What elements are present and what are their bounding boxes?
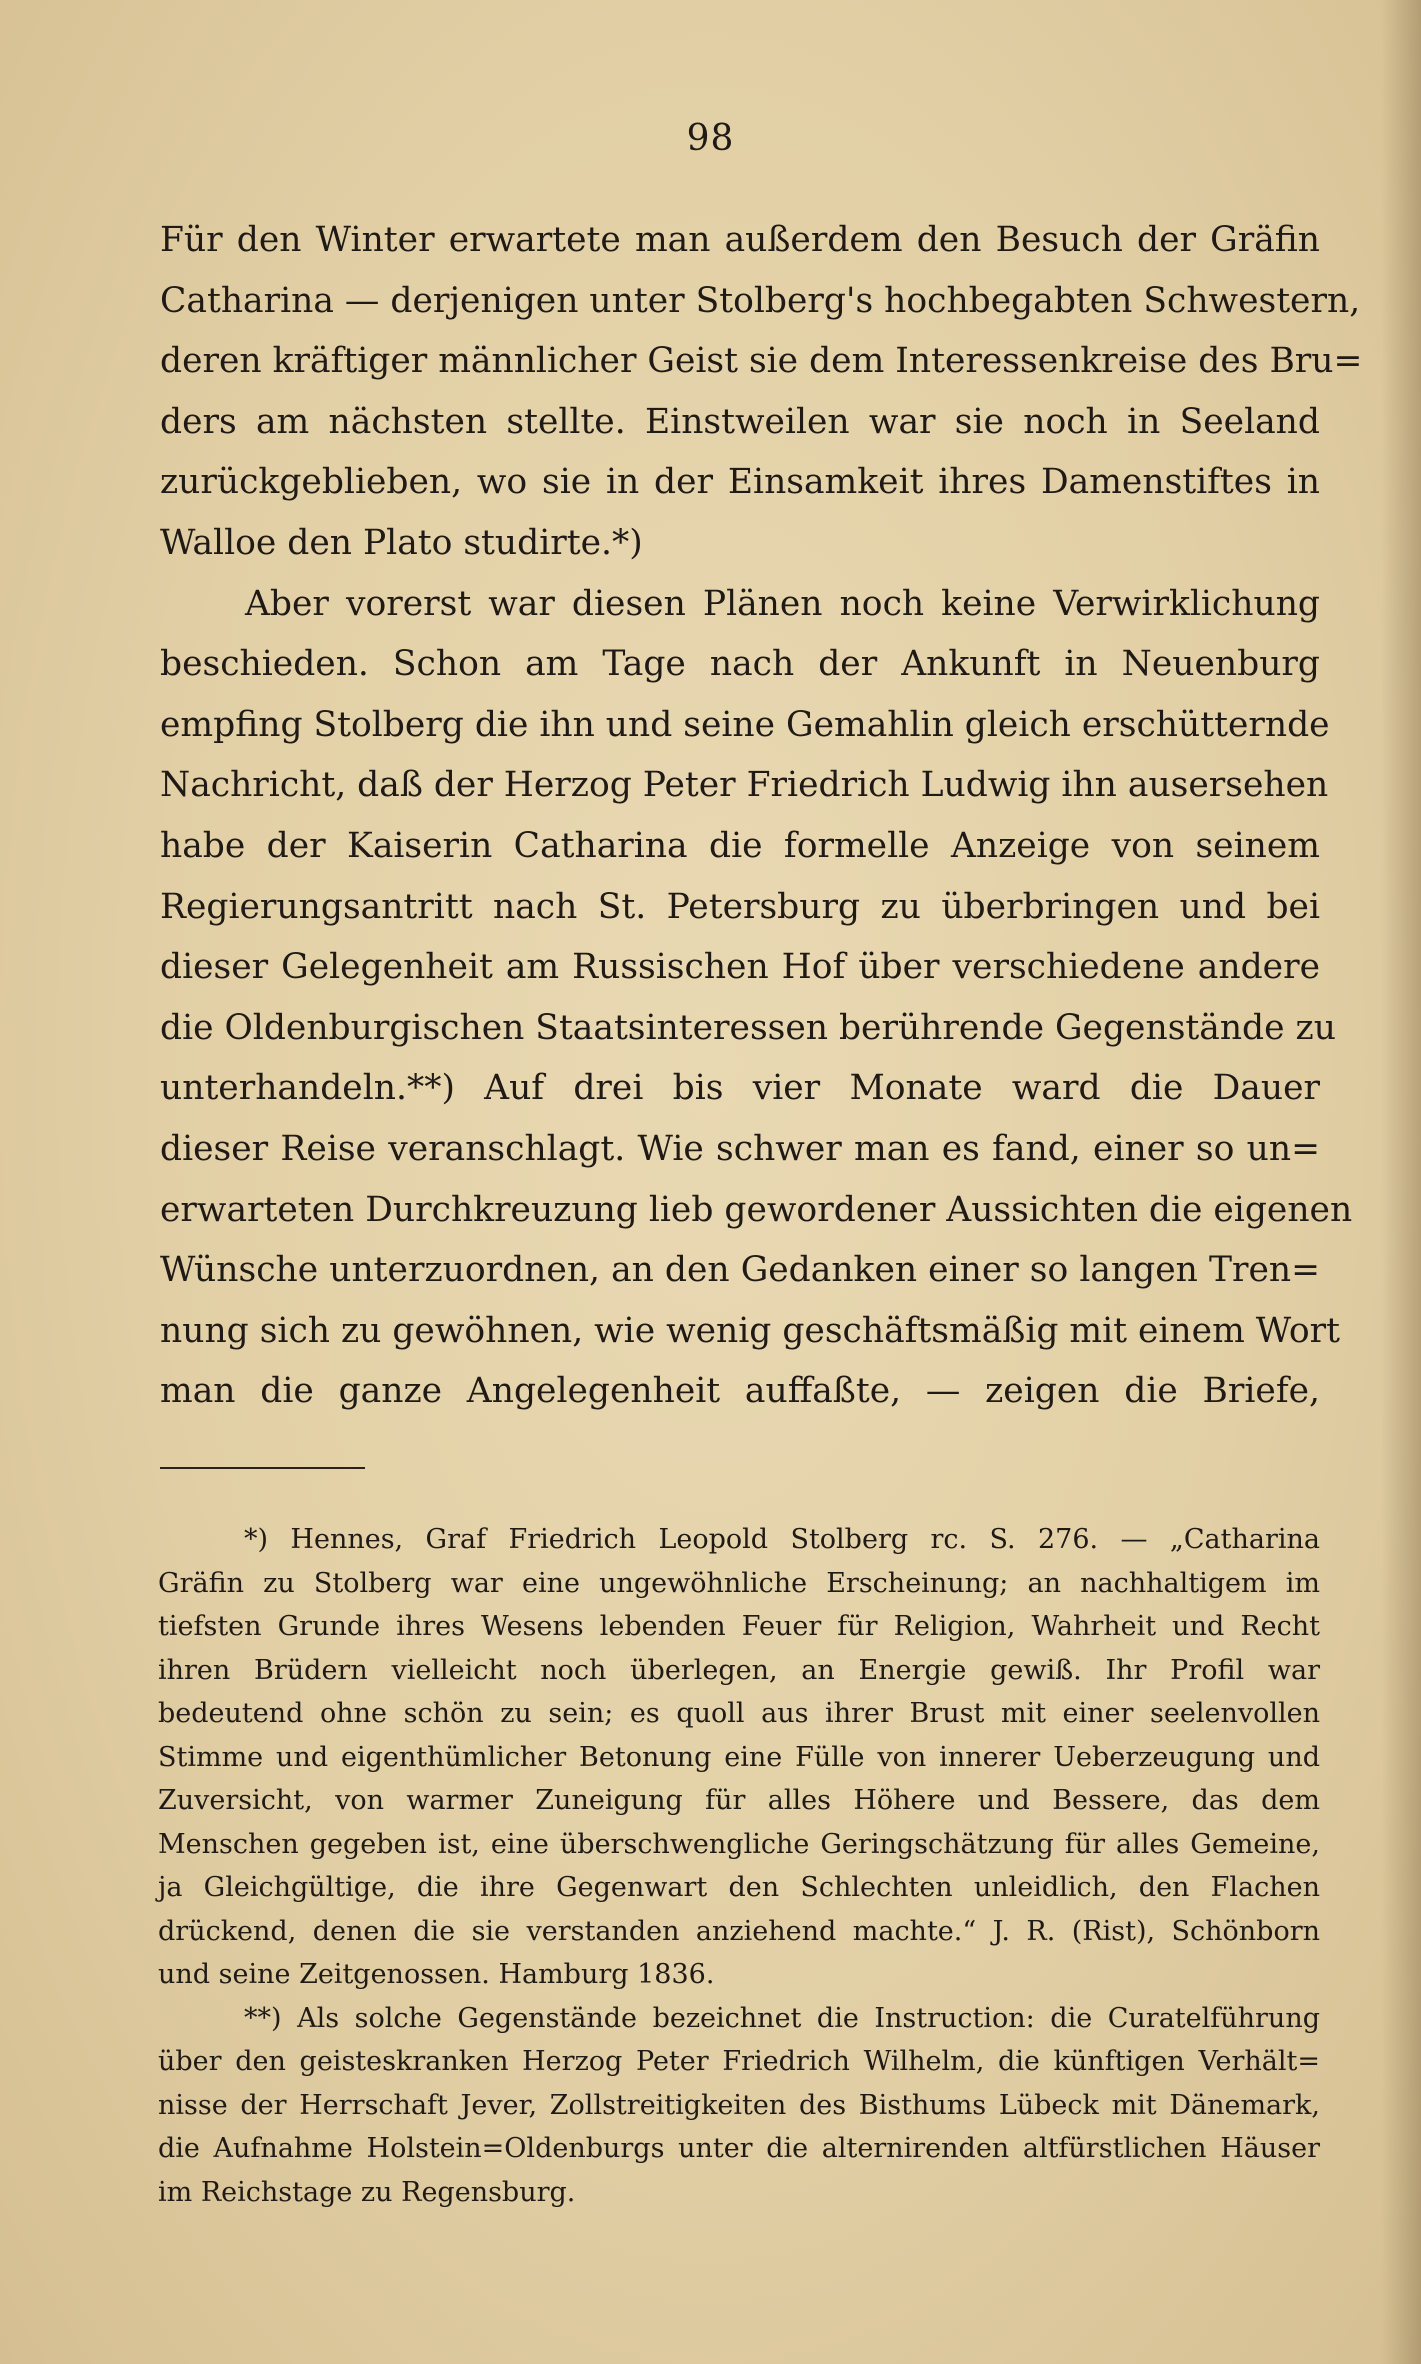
text-line: zurückgeblieben, wo sie in der Einsamkeit ihres Damenstiftes in	[160, 462, 1320, 503]
footnote-line: nisse der Herrschaft Jever, Zollstreitigkeiten des Bisthums Lübeck mit Dänemark,	[158, 2089, 1320, 2121]
text-line: dieser Reise veranschlagt. Wie schwer man es fand, einer so un=	[160, 1128, 1320, 1169]
footnote-line: *) Hennes, Graf Friedrich Leopold Stolberg rc. S. 276. — „Catharina	[244, 1524, 1320, 1555]
text-line: Für den Winter erwartete man außerdem den Besuch der Gräfin	[160, 220, 1320, 260]
footnote-line: bedeutend ohne schön zu sein; es quoll aus ihrer Brust mit einer seelenvollen	[158, 1698, 1320, 1729]
footnote-line: die Aufnahme Holstein=Oldenburgs unter die alternirenden altfürstlichen Häuser	[158, 2133, 1320, 2164]
text-line: man die ganze Angelegenheit auffaßte, — zeigen die Briefe,	[160, 1371, 1320, 1412]
footnote-line: tiefsten Grunde ihres Wesens lebenden Feuer für Religion, Wahrheit und Recht	[158, 1611, 1320, 1642]
text-line: die Oldenburgischen Staatsinteressen berührende Gegenstände zu	[160, 1007, 1336, 1048]
text-line: habe der Kaiserin Catharina die formelle Anzeige von seinem	[160, 825, 1320, 866]
text-line: deren kräftiger männlicher Geist sie dem Interessenkreise des Bru=	[160, 341, 1363, 382]
text-line: Regierungsantritt nach St. Petersburg zu überbringen und bei	[160, 886, 1320, 927]
text-line: empfing Stolberg die ihn und seine Gemahlin gleich erschütternde	[160, 704, 1330, 745]
text-line: Wünsche unterzuordnen, an den Gedanken einer so langen Tren=	[160, 1250, 1320, 1291]
text-line: dieser Gelegenheit am Russischen Hof über verschiedene andere	[160, 947, 1320, 988]
text-line: beschieden. Schon am Tage nach der Ankunft in Neuenburg	[160, 644, 1320, 685]
footnote-line: ja Gleichgültige, die ihre Gegenwart den Schlechten unleidlich, den Flachen	[158, 1872, 1320, 1903]
footnote-line: Menschen gegeben ist, eine überschwengliche Geringschätzung für alles Gemeine,	[158, 1828, 1320, 1860]
footnote-line: drückend, denen die sie verstanden anziehend machte.“ J. R. (Rist), Schönborn	[158, 1915, 1320, 1947]
text-line: Nachricht, daß der Herzog Peter Friedrich Ludwig ihn ausersehen	[160, 765, 1329, 806]
main-text-block	[160, 210, 1363, 1422]
footnote-separator-rule	[160, 1467, 365, 1469]
text-line: Catharina — derjenigen unter Stolberg's hochbegabten Schwestern,	[160, 280, 1361, 321]
footnote-line: im Reichstage zu Regensburg.	[158, 2176, 576, 2208]
footnote-line: Zuversicht, von warmer Zuneigung für alles Höhere und Bessere, das dem	[158, 1785, 1320, 1816]
text-line: unterhandeln.**) Auf drei bis vier Monate ward die Dauer	[160, 1068, 1320, 1109]
footnote-line: und seine Zeitgenossen. Hamburg 1836.	[158, 1959, 715, 1990]
text-line: ders am nächsten stellte. Einstweilen war sie noch in Seeland	[160, 401, 1320, 442]
text-line: Aber vorerst war diesen Plänen noch keine Verwirklichung	[245, 583, 1320, 624]
text-line: erwarteten Durchkreuzung lieb gewordener Aussichten die eigenen	[160, 1189, 1353, 1230]
page-number: 98	[686, 118, 735, 159]
footnote-line: Gräfin zu Stolberg war eine ungewöhnliche Erscheinung; an nachhaltigem im	[158, 1567, 1320, 1599]
text-line: nung sich zu gewöhnen, wie wenig geschäftsmäßig mit einem Wort	[160, 1310, 1340, 1351]
page-edge-shadow	[1381, 0, 1421, 2364]
footnote-line: **) Als solche Gegenstände bezeichnet die Instruction: die Curatelführung	[244, 2002, 1320, 2034]
text-line: Walloe den Plato studirte.*)	[160, 522, 643, 563]
footnote-line: über den geisteskranken Herzog Peter Friedrich Wilhelm, die künftigen Verhält=	[158, 2046, 1320, 2077]
footnotes-block	[158, 1518, 1320, 2214]
footnote-line: Stimme und eigenthümlicher Betonung eine Fülle von innerer Ueberzeugung und	[158, 1741, 1320, 1773]
footnote-line: ihren Brüdern vielleicht noch überlegen, an Energie gewiß. Ihr Profil war	[158, 1654, 1320, 1686]
